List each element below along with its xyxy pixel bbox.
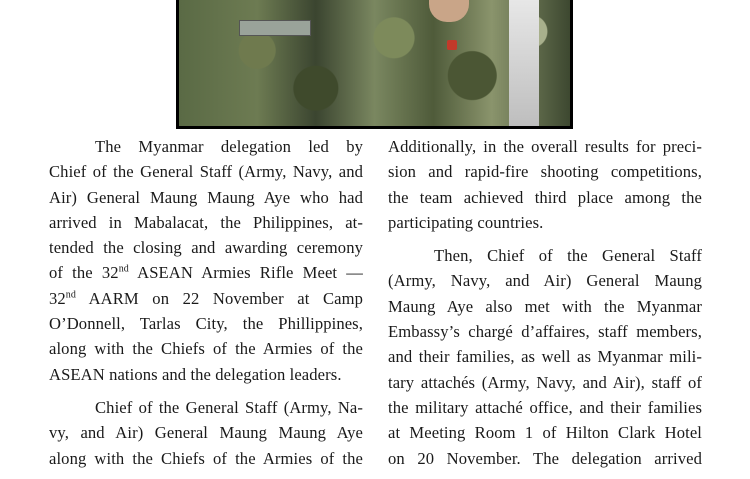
text-line: Air) General Maung Maung Aye who had — [49, 187, 363, 207]
text-line: Chief of the General Staff (Army, Na- — [95, 397, 363, 417]
text-line: Additionally, in the overall results for preci- — [388, 137, 702, 156]
officer-face — [429, 0, 469, 22]
text-line: (Army, Navy, and Air) General Maung — [388, 271, 702, 291]
uniform-badge — [447, 40, 457, 50]
left-column — [49, 134, 363, 479]
text-line: vy, and Air) General Maung Maung Aye — [49, 423, 363, 443]
text-line: O’Donnell, Tarlas City, the Phillippines, — [49, 314, 363, 334]
text-line: Then, Chief of the General Staff — [434, 246, 702, 266]
text-line: The Myanmar delegation led by — [95, 137, 363, 156]
right-column — [388, 134, 702, 479]
text-line: at Meeting Room 1 of Hilton Clark Hotel — [388, 423, 702, 443]
text-line: Maung Aye also met with the Myanmar — [388, 296, 702, 316]
paragraph — [49, 395, 363, 471]
text-line: along with the Chiefs of the Armies of the — [49, 448, 363, 468]
news-photo — [176, 0, 573, 129]
text-line: Embassy’s chargé d’affaires, staff members, — [388, 322, 702, 342]
text-line: the military attaché office, and their families — [388, 397, 702, 417]
text-line: ASEAN nations and the delegation leaders. — [49, 364, 342, 384]
text-line: Chief of the General Staff (Army, Navy, and — [49, 162, 363, 182]
text-line: sion and rapid-fire shooting competitions, — [388, 162, 702, 182]
uniform-belt — [239, 20, 311, 36]
text-line: on 20 November. The delegation arrived — [388, 448, 702, 468]
paragraph — [49, 134, 363, 387]
text-line: of the 32nd ASEAN Armies Rifle Meet — — [49, 263, 363, 283]
text-line: and their families, as well as Myanmar mili- — [388, 347, 702, 367]
text-line: tary attachés (Army, Navy, and Air), staff of — [388, 372, 702, 392]
text-line: arrived in Mabalacat, the Philippines, at- — [49, 212, 363, 232]
paragraph — [388, 243, 702, 471]
text-line: participating countries. — [388, 212, 544, 232]
person-in-background — [509, 0, 539, 129]
text-line: along with the Chiefs of the Armies of the — [49, 339, 363, 359]
text-line: 32nd AARM on 22 November at Camp — [49, 288, 363, 308]
text-line: the team achieved third place among the — [388, 187, 702, 207]
text-line: tended the closing and awarding ceremony — [49, 238, 363, 258]
paragraph — [388, 134, 702, 235]
